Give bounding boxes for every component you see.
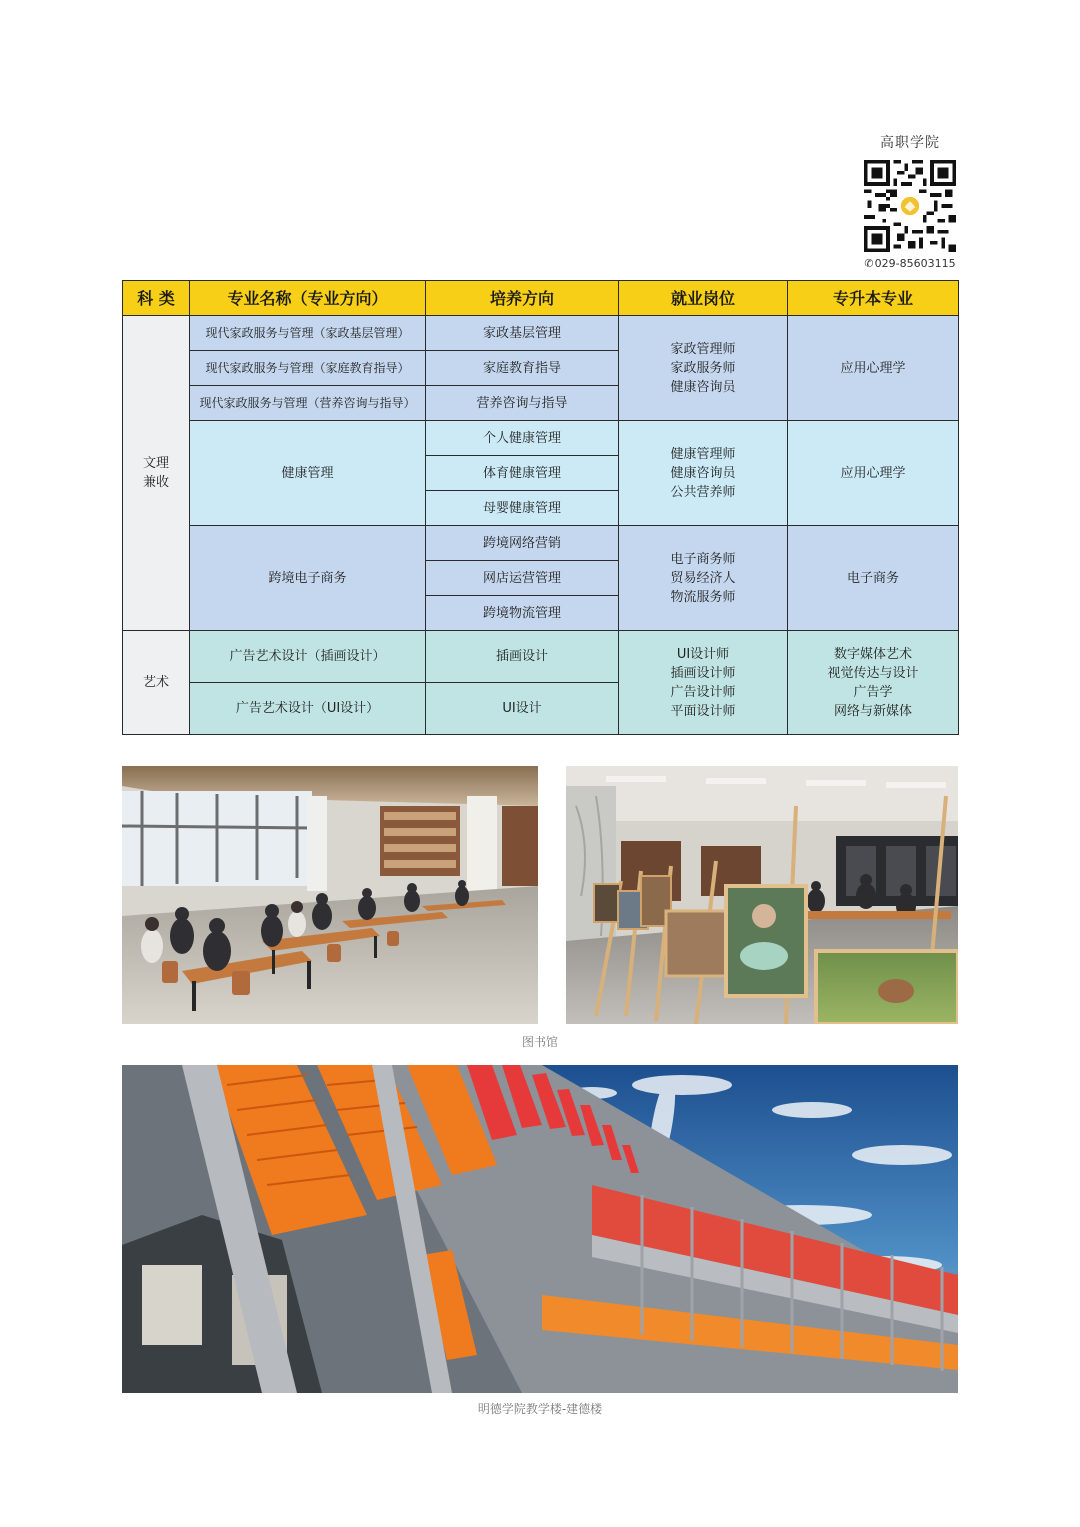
job-line: 贸易经济人 bbox=[670, 570, 736, 586]
table-row bbox=[123, 631, 959, 683]
job-line: 家政服务师 bbox=[670, 360, 736, 376]
major-cell: 现代家政服务与管理（营养咨询与指导） bbox=[190, 386, 426, 421]
direction-cell: 营养咨询与指导 bbox=[426, 386, 619, 421]
direction-cell: 个人健康管理 bbox=[426, 421, 619, 456]
upgrade-cell: 应用心理学 bbox=[788, 316, 959, 421]
qr-code bbox=[864, 160, 956, 252]
category-line: 文理 bbox=[142, 456, 169, 471]
major-cell: 健康管理 bbox=[190, 421, 426, 526]
phone-text: 029-85603115 bbox=[874, 257, 956, 270]
library-photo-reading-room bbox=[122, 766, 538, 1024]
major-cell: 跨境电子商务 bbox=[190, 526, 426, 631]
qr-block bbox=[858, 132, 962, 270]
job-line: 公共营养师 bbox=[670, 484, 736, 500]
category-cell bbox=[123, 316, 190, 631]
table-row bbox=[123, 316, 959, 351]
building-caption: 明德学院教学楼-建德楼 bbox=[477, 1402, 603, 1416]
upgrade-line: 数字媒体艺术 bbox=[833, 646, 912, 662]
job-line: 平面设计师 bbox=[670, 703, 736, 719]
major-cell: 现代家政服务与管理（家政基层管理） bbox=[190, 316, 426, 351]
category-cell: 艺术 bbox=[123, 631, 190, 735]
header-upgrade: 专升本专业 bbox=[788, 281, 959, 316]
direction-cell: 跨境物流管理 bbox=[426, 596, 619, 631]
job-line: 健康咨询员 bbox=[670, 465, 736, 481]
library-caption: 图书馆 bbox=[521, 1035, 558, 1049]
upgrade-cell: 电子商务 bbox=[788, 526, 959, 631]
header-major: 专业名称（专业方向） bbox=[190, 281, 426, 316]
jobs-cell bbox=[619, 316, 788, 421]
direction-cell: 家政基层管理 bbox=[426, 316, 619, 351]
majors-table bbox=[122, 280, 959, 735]
direction-cell: 跨境网络营销 bbox=[426, 526, 619, 561]
direction-cell: UI设计 bbox=[426, 683, 619, 735]
table-row bbox=[123, 421, 959, 456]
direction-cell: 插画设计 bbox=[426, 631, 619, 683]
upgrade-line: 广告学 bbox=[853, 684, 893, 700]
job-line: 插画设计师 bbox=[670, 665, 736, 681]
job-line: 家政管理师 bbox=[670, 341, 736, 357]
upgrade-cell: 应用心理学 bbox=[788, 421, 959, 526]
direction-cell: 母婴健康管理 bbox=[426, 491, 619, 526]
jobs-cell bbox=[619, 631, 788, 735]
jobs-cell bbox=[619, 526, 788, 631]
job-line: 广告设计师 bbox=[670, 684, 736, 700]
upgrade-cell bbox=[788, 631, 959, 735]
major-cell: 现代家政服务与管理（家庭教育指导） bbox=[190, 351, 426, 386]
category-line: 兼收 bbox=[142, 475, 169, 490]
jobs-cell bbox=[619, 421, 788, 526]
direction-cell: 体育健康管理 bbox=[426, 456, 619, 491]
direction-cell: 家庭教育指导 bbox=[426, 351, 619, 386]
table-header-row bbox=[123, 281, 959, 316]
building-photo bbox=[122, 1065, 958, 1393]
job-line: 健康咨询员 bbox=[670, 379, 736, 395]
header-jobs: 就业岗位 bbox=[619, 281, 788, 316]
phone-number bbox=[858, 257, 962, 270]
job-line: UI设计师 bbox=[676, 646, 730, 662]
major-cell: 广告艺术设计（UI设计） bbox=[190, 683, 426, 735]
direction-cell: 网店运营管理 bbox=[426, 561, 619, 596]
library-photo-exhibition bbox=[566, 766, 958, 1024]
upgrade-line: 视觉传达与设计 bbox=[827, 665, 919, 681]
header-direction: 培养方向 bbox=[426, 281, 619, 316]
major-cell: 广告艺术设计（插画设计） bbox=[190, 631, 426, 683]
job-line: 物流服务师 bbox=[670, 589, 736, 605]
qr-title: 高职学院 bbox=[880, 135, 940, 151]
job-line: 电子商务师 bbox=[670, 551, 736, 567]
table-row bbox=[123, 526, 959, 561]
upgrade-line: 网络与新媒体 bbox=[833, 703, 912, 719]
phone-icon: ✆ bbox=[864, 257, 874, 270]
header-category: 科 类 bbox=[123, 281, 190, 316]
job-line: 健康管理师 bbox=[670, 446, 736, 462]
